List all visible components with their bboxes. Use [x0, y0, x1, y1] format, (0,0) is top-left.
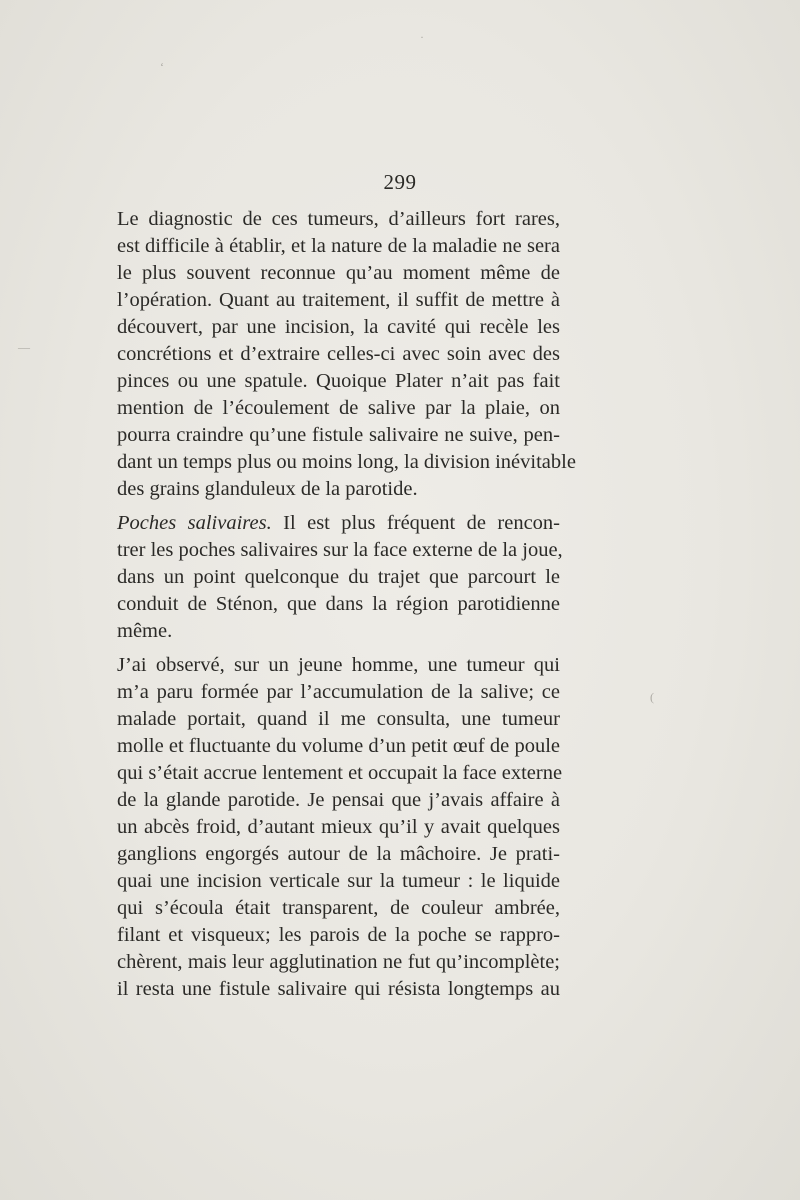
text-line: qui s’écoula était transparent, de couleur ambrée,	[117, 897, 560, 919]
text-line-with-heading	[117, 510, 560, 537]
paragraph-poches-salivaires	[117, 510, 563, 645]
text-line: des grains glanduleux de la parotide.	[117, 478, 418, 500]
text-line: dans un point quelconque du trajet que parcourt le	[117, 566, 560, 588]
text-line: ganglions engorgés autour de la mâchoire. Je prati-	[117, 843, 560, 865]
text-line: le plus souvent reconnue qu’au moment même de	[117, 262, 560, 284]
text-line: trer les poches salivaires sur la face externe de la joue,	[117, 539, 563, 561]
text-line: qui s’était accrue lentement et occupait la face externe	[117, 762, 563, 784]
text-line: un abcès froid, d’autant mieux qu’il y avait quelques	[117, 816, 560, 838]
text-line: l’opération. Quant au traitement, il suffit de mettre à	[117, 289, 560, 311]
text-line: concrétions et d’extraire celles-ci avec soin avec des	[117, 343, 560, 365]
paper-speck: ‘	[160, 60, 164, 74]
text-line: pinces ou une spatule. Quoique Plater n’ait pas fait	[117, 370, 560, 392]
text-line: est difficile à établir, et la nature de la maladie ne sera	[117, 235, 560, 257]
text-line: chèrent, mais leur agglutination ne fut qu’incomplète;	[117, 951, 560, 973]
text-line: de la glande parotide. Je pensai que j’avais affaire à	[117, 789, 560, 811]
paragraph-diagnostic	[117, 206, 576, 503]
paper-speck: ―	[18, 340, 30, 354]
body-text	[117, 206, 576, 1003]
page-number: 299	[383, 170, 417, 194]
section-heading: Poches salivaires.	[117, 512, 272, 534]
text-line: quai une incision verticale sur la tumeur : le liquide	[117, 870, 560, 892]
text-line: conduit de Sténon, que dans la région parotidienne	[117, 593, 560, 615]
text-line: filant et visqueux; les parois de la poche se rappro-	[117, 924, 560, 946]
text-line: dant un temps plus ou moins long, la division inévitable	[117, 451, 576, 473]
text-line: découvert, par une incision, la cavité qui recèle les	[117, 316, 560, 338]
text-line: même.	[117, 620, 173, 642]
paper-speck: (	[650, 690, 654, 704]
text-line: m’a paru formée par l’accumulation de la salive; ce	[117, 681, 560, 703]
text-line: il resta une fistule salivaire qui résista longtemps au	[117, 978, 560, 1000]
text-fragment: Il est plus fréquent de rencon-	[283, 512, 561, 534]
text-line: J’ai observé, sur un jeune homme, une tumeur qui	[117, 654, 560, 676]
paper-speck: ·	[420, 30, 424, 44]
text-line: mention de l’écoulement de salive par la plaie, on	[117, 397, 560, 419]
text-line: molle et fluctuante du volume d’un petit œuf de poule	[117, 735, 560, 757]
paragraph-observation	[117, 652, 563, 1003]
text-line: pourra craindre qu’une fistule salivaire ne suive, pen-	[117, 424, 560, 446]
text-line: malade portait, quand il me consulta, une tumeur	[117, 708, 560, 730]
text-line: Le diagnostic de ces tumeurs, d’ailleurs fort rares,	[117, 208, 560, 230]
